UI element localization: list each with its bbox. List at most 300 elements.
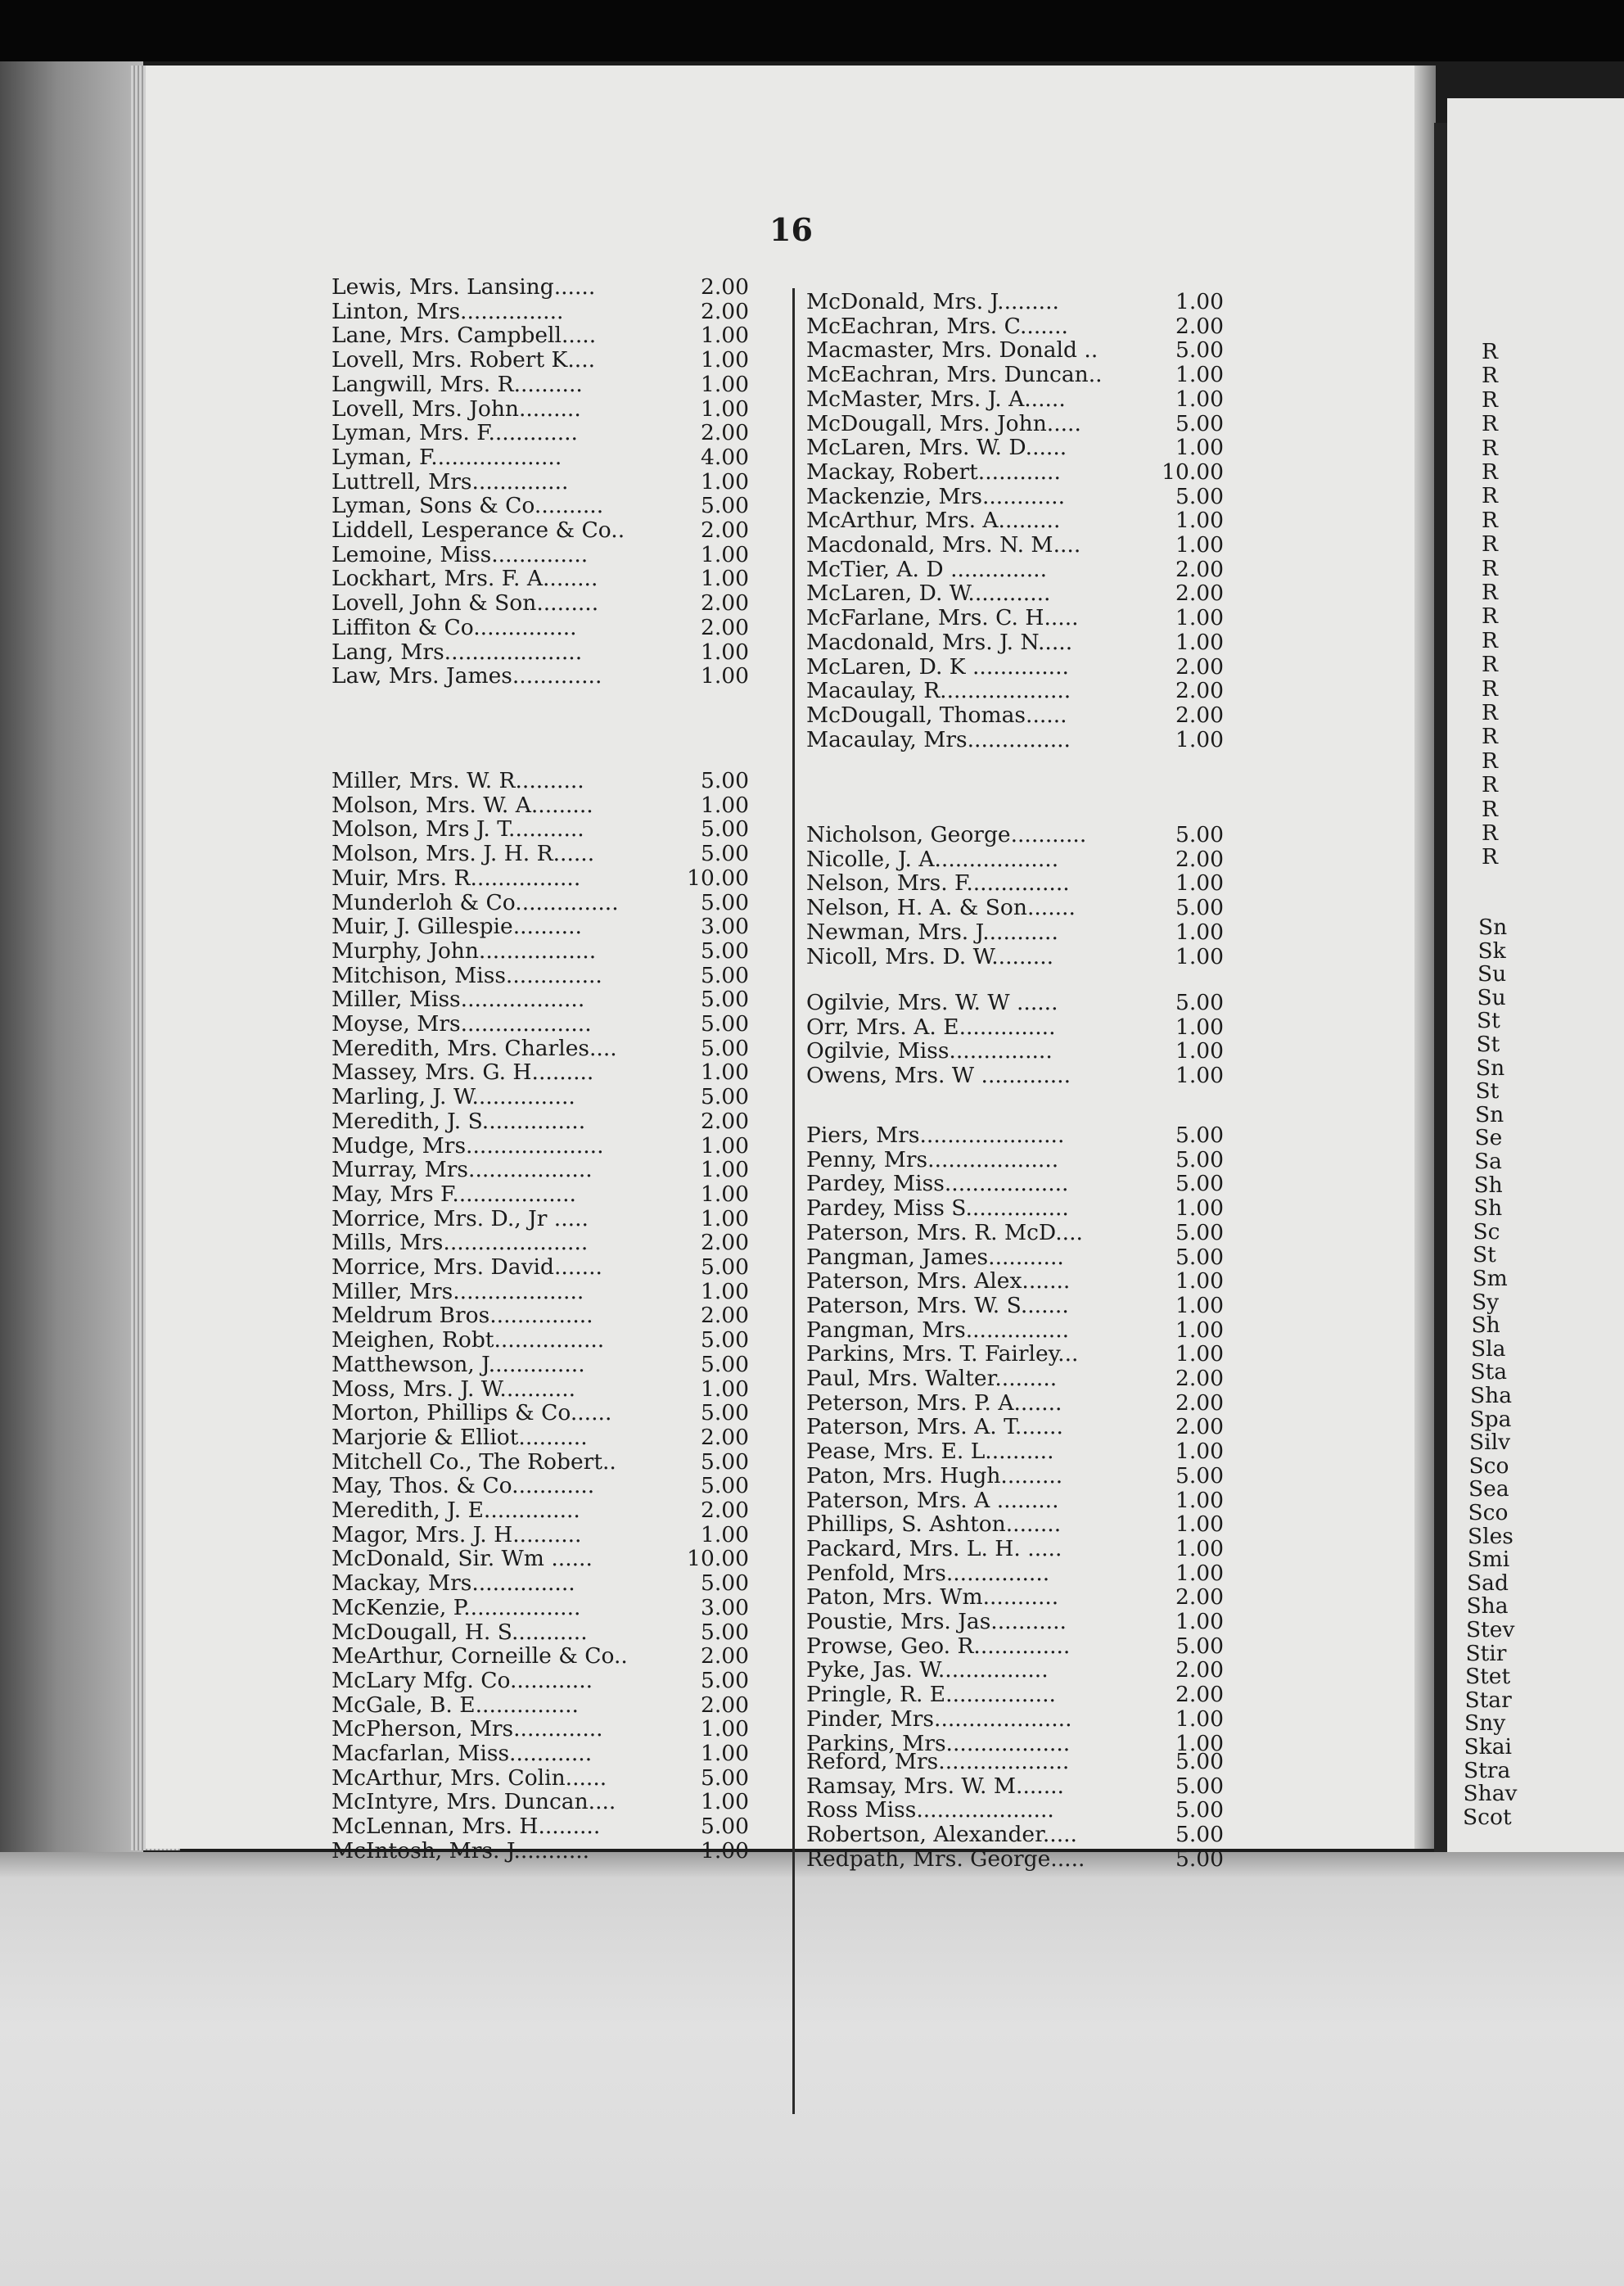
list-item: [332, 1742, 749, 1766]
contributor-name: May, Mrs F..................: [332, 1181, 576, 1207]
contributor-name: Pease, Mrs. E. L..........: [806, 1439, 1054, 1465]
contribution-amount: 5.00: [1175, 1462, 1224, 1489]
contributor-name: Parkins, Mrs. T. Fairley...: [806, 1341, 1079, 1367]
list-item: [806, 945, 1224, 969]
contribution-amount: 2.00: [1175, 846, 1224, 872]
contributor-name: McPherson, Mrs.............: [332, 1716, 603, 1742]
list-item: [806, 1064, 1224, 1088]
contribution-amount: 5.00: [700, 1619, 749, 1645]
contributor-name: Lyman, Mrs. F.............: [332, 420, 578, 446]
contributor-name: Parkins, Mrs..................: [806, 1730, 1071, 1756]
list-item: [806, 1585, 1224, 1610]
list-item: [332, 300, 749, 324]
contributor-name: Moyse, Mrs...................: [332, 1011, 592, 1037]
contribution-amount: 2.00: [1175, 1682, 1224, 1708]
list-item: [806, 508, 1224, 533]
right-page-fragments: [1447, 98, 1624, 1859]
list-item: [332, 1060, 749, 1085]
contributor-name: McGale, B. E...............: [332, 1692, 579, 1718]
right-page-fragment: R: [1482, 459, 1498, 485]
contribution-amount: 1.00: [700, 1376, 749, 1402]
contribution-amount: 5.00: [700, 962, 749, 988]
contributor-name: Pardey, Miss S...............: [806, 1195, 1069, 1222]
right-page-fragment: Sny: [1464, 1710, 1506, 1737]
contribution-amount: 5.00: [700, 493, 749, 519]
scan-left-edge: [0, 61, 143, 1856]
contributor-name: Morton, Phillips & Co......: [332, 1400, 612, 1426]
list-item: [806, 630, 1224, 655]
contribution-amount: 1.00: [1175, 919, 1224, 945]
column-divider: [792, 288, 795, 2114]
contributor-name: Mackay, Robert............: [806, 459, 1061, 485]
list-item: [332, 373, 749, 397]
left-column: [332, 275, 749, 2126]
list-item: [806, 581, 1224, 606]
list-item: [332, 1644, 749, 1669]
contributor-name: Meldrum Bros...............: [332, 1303, 593, 1329]
contributor-name: Penfold, Mrs...............: [806, 1560, 1050, 1586]
contribution-amount: 5.00: [1175, 1846, 1224, 1872]
contribution-amount: 5.00: [1175, 990, 1224, 1015]
list-item: [332, 866, 749, 891]
contributor-name: Nelson, H. A. & Son.......: [806, 895, 1076, 921]
contributor-name: Paterson, Mrs. Alex.......: [806, 1268, 1071, 1294]
right-page-fragment: Su: [1477, 961, 1507, 987]
contribution-amount: 1.00: [700, 371, 749, 397]
contributor-name: Morrice, Mrs. David.......: [332, 1254, 602, 1280]
middle-column: [806, 290, 1224, 2124]
list-item: [332, 1012, 749, 1037]
contribution-amount: 1.00: [1175, 1317, 1224, 1343]
list-item: [332, 1182, 749, 1207]
contribution-amount: 1.00: [700, 541, 749, 567]
contribution-amount: 5.00: [1175, 1123, 1224, 1148]
book-gutter: [1414, 66, 1436, 1849]
contribution-amount: 2.00: [1175, 1366, 1224, 1391]
contribution-amount: 1.00: [1175, 870, 1224, 897]
list-item: [332, 1134, 749, 1159]
right-page-fragment: R: [1482, 411, 1498, 437]
contributor-name: Pangman, James...........: [806, 1244, 1064, 1270]
list-item: [806, 1039, 1224, 1064]
contribution-amount: 1.00: [700, 1741, 749, 1766]
contributor-name: Robertson, Alexander.....: [806, 1822, 1077, 1848]
contribution-amount: 1.00: [1175, 1063, 1224, 1089]
list-item: [332, 664, 749, 689]
right-page-fragment: Star: [1464, 1687, 1512, 1713]
contribution-amount: 1.00: [1175, 1341, 1224, 1367]
right-page-fragment: R: [1482, 772, 1498, 798]
list-item: [806, 1439, 1224, 1464]
contribution-amount: 1.00: [1175, 605, 1224, 631]
contributor-name: Poustie, Mrs. Jas...........: [806, 1609, 1067, 1634]
contribution-amount: 2.00: [1175, 1389, 1224, 1416]
right-page-fragment: Sles: [1468, 1523, 1513, 1549]
contribution-amount: 1.00: [1175, 362, 1224, 388]
list-item: [332, 1693, 749, 1718]
contributor-name: Paterson, Mrs. R. McD....: [806, 1219, 1083, 1245]
contribution-amount: 2.00: [1175, 678, 1224, 704]
contribution-amount: 2.00: [1175, 653, 1224, 680]
list-item: [332, 591, 749, 616]
list-item: [806, 679, 1224, 703]
list-item: [806, 728, 1224, 752]
contributor-name: Macdonald, Mrs. J. N.....: [806, 629, 1073, 655]
right-page-fragment: Shav: [1463, 1781, 1518, 1807]
contribution-amount: 2.00: [700, 298, 749, 324]
contributor-name: Mitchell Co., The Robert..: [332, 1448, 616, 1475]
list-item: [332, 1353, 749, 1377]
contribution-amount: 2.00: [700, 590, 749, 617]
contribution-amount: 1.00: [1175, 1195, 1224, 1222]
list-item: [806, 655, 1224, 680]
right-page-fragment: R: [1482, 603, 1498, 630]
list-item: [332, 640, 749, 665]
contributor-name: Lewis, Mrs. Lansing......: [332, 274, 596, 300]
contributor-name: Murphy, John.................: [332, 937, 597, 964]
contribution-amount: 2.00: [700, 1498, 749, 1523]
list-item: [806, 920, 1224, 945]
right-page-fragment: Sh: [1473, 1172, 1503, 1198]
right-page-fragment: Sad: [1467, 1570, 1509, 1596]
list-item: [332, 1766, 749, 1791]
right-page-fragment: Sha: [1470, 1383, 1513, 1408]
contributor-name: Newman, Mrs. J...........: [806, 919, 1058, 945]
contributor-name: Lang, Mrs....................: [332, 639, 583, 665]
list-item: [806, 847, 1224, 872]
contributor-name: Ross Miss....................: [806, 1797, 1054, 1823]
contribution-amount: 10.00: [687, 865, 749, 891]
right-page-fragment: Sn: [1478, 915, 1508, 940]
right-page-fragment: R: [1482, 580, 1498, 605]
contributor-name: Reford, Mrs...................: [806, 1749, 1070, 1774]
right-page-fragment: Sn: [1476, 1055, 1505, 1081]
list-item: [806, 1561, 1224, 1586]
contribution-amount: 5.00: [1175, 1822, 1224, 1848]
contribution-amount: 1.00: [700, 1157, 749, 1183]
list-item: [806, 1823, 1224, 1847]
contributor-name: Mackenzie, Mrs............: [806, 483, 1066, 509]
contribution-amount: 2.00: [700, 1692, 749, 1718]
contribution-amount: 3.00: [700, 1594, 749, 1620]
contribution-amount: 5.00: [1175, 337, 1224, 364]
list-item: [806, 387, 1224, 412]
contribution-amount: 5.00: [700, 816, 749, 843]
scan-top-border: [0, 0, 1624, 61]
contribution-amount: 1.00: [700, 663, 749, 689]
contribution-amount: 1.00: [1175, 289, 1224, 314]
right-page-fragment: R: [1482, 555, 1498, 581]
contributor-name: McLaren, D. W............: [806, 581, 1051, 607]
list-item: [806, 896, 1224, 920]
contributor-name: Meredith, J. E..............: [332, 1498, 580, 1523]
list-item: [806, 606, 1224, 630]
contributor-name: Macmaster, Mrs. Donald ..: [806, 337, 1098, 364]
contribution-amount: 5.00: [700, 1035, 749, 1061]
contributor-name: Nelson, Mrs. F...............: [806, 870, 1070, 897]
contribution-amount: 1.00: [700, 323, 749, 349]
contributor-name: Paul, Mrs. Walter.........: [806, 1366, 1058, 1391]
right-page-fragment: Sea: [1468, 1476, 1509, 1502]
contribution-amount: 5.00: [700, 1473, 749, 1499]
contributor-name: Marjorie & Elliot..........: [332, 1424, 588, 1450]
contributor-name: Packard, Mrs. L. H. .....: [806, 1535, 1062, 1561]
list-item: [332, 842, 749, 866]
contributor-name: McLennan, Mrs. H.........: [332, 1814, 601, 1840]
contributor-name: McLaren, D. K ..............: [806, 653, 1069, 680]
contribution-amount: 1.00: [1175, 1730, 1224, 1756]
contribution-amount: 1.00: [1175, 1487, 1224, 1513]
contribution-amount: 5.00: [700, 841, 749, 867]
right-page-fragment: R: [1482, 675, 1498, 702]
right-page-fragment: Stir: [1465, 1640, 1507, 1666]
contributor-name: Redpath, Mrs. George.....: [806, 1846, 1085, 1872]
contributor-name: McLaren, Mrs. W. D......: [806, 435, 1067, 461]
contributor-name: McKenzie, P.................: [332, 1594, 581, 1620]
contributor-name: Pinder, Mrs....................: [806, 1705, 1072, 1732]
contributor-name: Lovell, John & Son.........: [332, 590, 599, 617]
contributor-name: Mackay, Mrs...............: [332, 1570, 575, 1597]
contributor-name: Molson, Mrs. J. H. R......: [332, 841, 595, 867]
list-item: [332, 275, 749, 300]
right-page-fragment: Sk: [1477, 937, 1506, 964]
list-item: [332, 1450, 749, 1475]
contributor-name: Morrice, Mrs. D., Jr .....: [332, 1205, 589, 1231]
right-page-fragment: Sh: [1473, 1195, 1503, 1222]
contributor-name: Piers, Mrs.....................: [806, 1123, 1065, 1148]
contributor-name: Lovell, Mrs. Robert K....: [332, 347, 596, 373]
contribution-amount: 1.00: [1175, 532, 1224, 558]
contributor-name: Magor, Mrs. J. H..........: [332, 1521, 582, 1547]
contribution-amount: 5.00: [700, 1570, 749, 1597]
contribution-amount: 1.00: [700, 1059, 749, 1086]
list-item: [806, 1847, 1224, 1872]
right-page-fragment: St: [1475, 1078, 1500, 1105]
contributor-name: McDougall, Mrs. John.....: [806, 410, 1081, 436]
contribution-amount: 5.00: [700, 1764, 749, 1791]
list-item: [332, 1547, 749, 1571]
right-page-fragment: R: [1482, 531, 1498, 558]
contribution-amount: 5.00: [700, 1084, 749, 1110]
list-item: [806, 290, 1224, 314]
contributor-name: McEachran, Mrs. Duncan..: [806, 362, 1103, 388]
list-item: [332, 470, 749, 495]
contributor-name: Phillips, S. Ashton........: [806, 1511, 1062, 1538]
contribution-amount: 5.00: [1175, 1633, 1224, 1659]
contributor-name: Molson, Mrs. W. A.........: [332, 792, 593, 818]
contributor-name: McTier, A. D ..............: [806, 556, 1047, 582]
contribution-amount: 1.00: [700, 1181, 749, 1207]
list-item: [806, 314, 1224, 339]
right-page-fragment: Sn: [1475, 1101, 1504, 1127]
list-item: [332, 1839, 749, 1864]
contribution-amount: 5.00: [700, 1011, 749, 1037]
list-item: [332, 915, 749, 939]
list-item: [806, 1774, 1224, 1799]
list-item: [806, 412, 1224, 436]
list-item: [806, 1658, 1224, 1683]
contributor-name: Mitchison, Miss..............: [332, 962, 602, 988]
list-item: [332, 1620, 749, 1645]
list-item: [806, 1015, 1224, 1040]
contributor-name: Meredith, J. S...............: [332, 1108, 586, 1134]
right-page-fragment: Sy: [1472, 1289, 1500, 1315]
right-page-fragment: R: [1482, 483, 1498, 509]
contributor-name: Nicholson, George...........: [806, 822, 1087, 847]
contribution-amount: 5.00: [1175, 1773, 1224, 1799]
contribution-amount: 2.00: [700, 517, 749, 543]
contributor-name: Liddell, Lesperance & Co..: [332, 517, 625, 543]
list-item: [332, 891, 749, 915]
contribution-amount: 1.00: [1175, 508, 1224, 534]
contributor-name: Muir, Mrs. R................: [332, 865, 581, 891]
contributor-name: Molson, Mrs J. T...........: [332, 816, 584, 843]
list-item: [806, 1318, 1224, 1343]
contribution-amount: 5.00: [1175, 483, 1224, 509]
right-page-fragment: Sh: [1471, 1312, 1500, 1339]
right-page-fragment: R: [1482, 796, 1498, 822]
contribution-amount: 1.00: [700, 566, 749, 592]
contributor-name: Nicoll, Mrs. D. W.........: [806, 943, 1054, 969]
right-page-fragment: Sa: [1474, 1149, 1502, 1174]
contribution-amount: 2.00: [700, 274, 749, 300]
right-page-fragment: R: [1482, 700, 1498, 725]
list-item: [332, 323, 749, 348]
list-item: [806, 485, 1224, 509]
contributor-name: Pringle, R. E................: [806, 1682, 1056, 1708]
right-page-fragment: Silv: [1469, 1430, 1511, 1456]
contributor-name: Lovell, Mrs. John.........: [332, 395, 581, 422]
contributor-name: McIntyre, Mrs. Duncan....: [332, 1789, 616, 1815]
right-page-fragment: Sc: [1473, 1218, 1500, 1245]
contributor-name: Lyman, F...................: [332, 444, 562, 470]
page-number: 16: [769, 211, 813, 248]
contribution-amount: 1.00: [1175, 1014, 1224, 1040]
contribution-amount: 5.00: [700, 1327, 749, 1353]
contributor-name: McEachran, Mrs. C.......: [806, 313, 1068, 339]
list-item: [332, 817, 749, 842]
contribution-amount: 2.00: [700, 1108, 749, 1134]
contributor-name: Mudge, Mrs....................: [332, 1132, 604, 1159]
contribution-amount: 2.00: [1175, 1584, 1224, 1611]
contribution-amount: 5.00: [700, 1448, 749, 1475]
contribution-amount: 2.00: [1175, 581, 1224, 607]
contributor-name: Moss, Mrs. J. W...........: [332, 1376, 576, 1402]
list-item: [806, 338, 1224, 363]
right-page-fragment: Su: [1477, 984, 1506, 1010]
contribution-amount: 1.00: [1175, 1292, 1224, 1318]
contributor-name: Paterson, Mrs. W. S.......: [806, 1292, 1069, 1318]
contribution-amount: 5.00: [700, 1400, 749, 1426]
contributor-name: Pyke, Jas. W................: [806, 1657, 1049, 1683]
contribution-amount: 2.00: [700, 1424, 749, 1450]
contribution-amount: 5.00: [1175, 822, 1224, 847]
list-item: [806, 1634, 1224, 1659]
list-item: [806, 1342, 1224, 1367]
contributor-name: McDonald, Sir. Wm ......: [332, 1546, 593, 1572]
contribution-amount: 4.00: [700, 444, 749, 470]
right-page-fragment: Skai: [1464, 1734, 1512, 1760]
contribution-amount: 5.00: [1175, 1146, 1224, 1172]
contributor-name: McMaster, Mrs. J. A......: [806, 386, 1066, 412]
contributor-name: Paton, Mrs. Hugh.........: [806, 1462, 1063, 1489]
contributor-name: McFarlane, Mrs. C. H.....: [806, 605, 1079, 631]
right-page-fragment: St: [1473, 1242, 1496, 1268]
contributor-name: McDonald, Mrs. J.........: [806, 289, 1059, 314]
contributor-name: Macaulay, Mrs...............: [806, 726, 1071, 752]
list-item: [806, 363, 1224, 387]
list-item: [806, 1707, 1224, 1732]
list-item: [806, 1196, 1224, 1221]
list-item: [806, 1269, 1224, 1294]
list-item: [332, 1280, 749, 1304]
right-page-fragment: R: [1482, 507, 1498, 533]
list-item: [806, 703, 1224, 728]
contributor-name: Ogilvie, Miss...............: [806, 1038, 1053, 1064]
list-item: [332, 1231, 749, 1255]
list-item: [332, 348, 749, 373]
list-item: [806, 1245, 1224, 1270]
contribution-amount: 1.00: [700, 1789, 749, 1815]
contribution-amount: 3.00: [700, 914, 749, 940]
contributor-name: McIntosh, Mrs. J...........: [332, 1837, 590, 1864]
list-item: [332, 1377, 749, 1402]
right-page-fragment: Sm: [1472, 1266, 1508, 1291]
contribution-amount: 2.00: [1175, 556, 1224, 582]
right-page-fragment: St: [1477, 1008, 1500, 1034]
list-item: [332, 1401, 749, 1425]
contribution-amount: 5.00: [700, 1814, 749, 1840]
contribution-amount: 5.00: [1175, 1219, 1224, 1245]
contribution-amount: 1.00: [1175, 629, 1224, 655]
contributor-name: Mills, Mrs.....................: [332, 1230, 589, 1256]
contribution-amount: 5.00: [700, 1254, 749, 1280]
contributor-name: Luttrell, Mrs..............: [332, 468, 569, 495]
contributor-name: Paterson, Mrs. A. T.......: [806, 1414, 1063, 1440]
contribution-amount: 5.00: [700, 768, 749, 793]
contributor-name: Miller, Miss..................: [332, 987, 585, 1013]
list-item: [332, 1474, 749, 1498]
contributor-name: Meredith, Mrs. Charles....: [332, 1035, 617, 1061]
contribution-amount: 5.00: [1175, 1244, 1224, 1270]
right-page-fragment: R: [1482, 820, 1498, 846]
contribution-amount: 1.00: [1175, 1439, 1224, 1465]
right-page-fragment: Sco: [1468, 1452, 1509, 1479]
right-page-fragment: Se: [1474, 1125, 1503, 1151]
list-item: [806, 1148, 1224, 1172]
list-item: [332, 567, 749, 591]
contribution-amount: 1.00: [700, 468, 749, 495]
contributor-name: Prowse, Geo. R..............: [806, 1633, 1071, 1659]
list-item: [806, 991, 1224, 1015]
contributor-name: Miller, Mrs. W. R..........: [332, 768, 584, 793]
contribution-amount: 2.00: [1175, 313, 1224, 339]
right-page-fragment: R: [1482, 339, 1498, 364]
right-page-fragment: R: [1482, 363, 1498, 389]
right-page-fragment: R: [1482, 386, 1498, 413]
list-item: [332, 987, 749, 1012]
contribution-amount: 2.00: [700, 1643, 749, 1669]
contributor-name: McDougall, H. S...........: [332, 1619, 588, 1645]
contributor-name: Law, Mrs. James.............: [332, 663, 602, 689]
contributor-name: Macaulay, R...................: [806, 678, 1071, 704]
contribution-amount: 1.00: [700, 1716, 749, 1742]
contribution-amount: 5.00: [1175, 1171, 1224, 1197]
contributor-name: McLary Mfg. Co............: [332, 1667, 593, 1693]
list-item: [332, 1523, 749, 1547]
list-item: [332, 1669, 749, 1693]
contribution-amount: 1.00: [1175, 1560, 1224, 1586]
